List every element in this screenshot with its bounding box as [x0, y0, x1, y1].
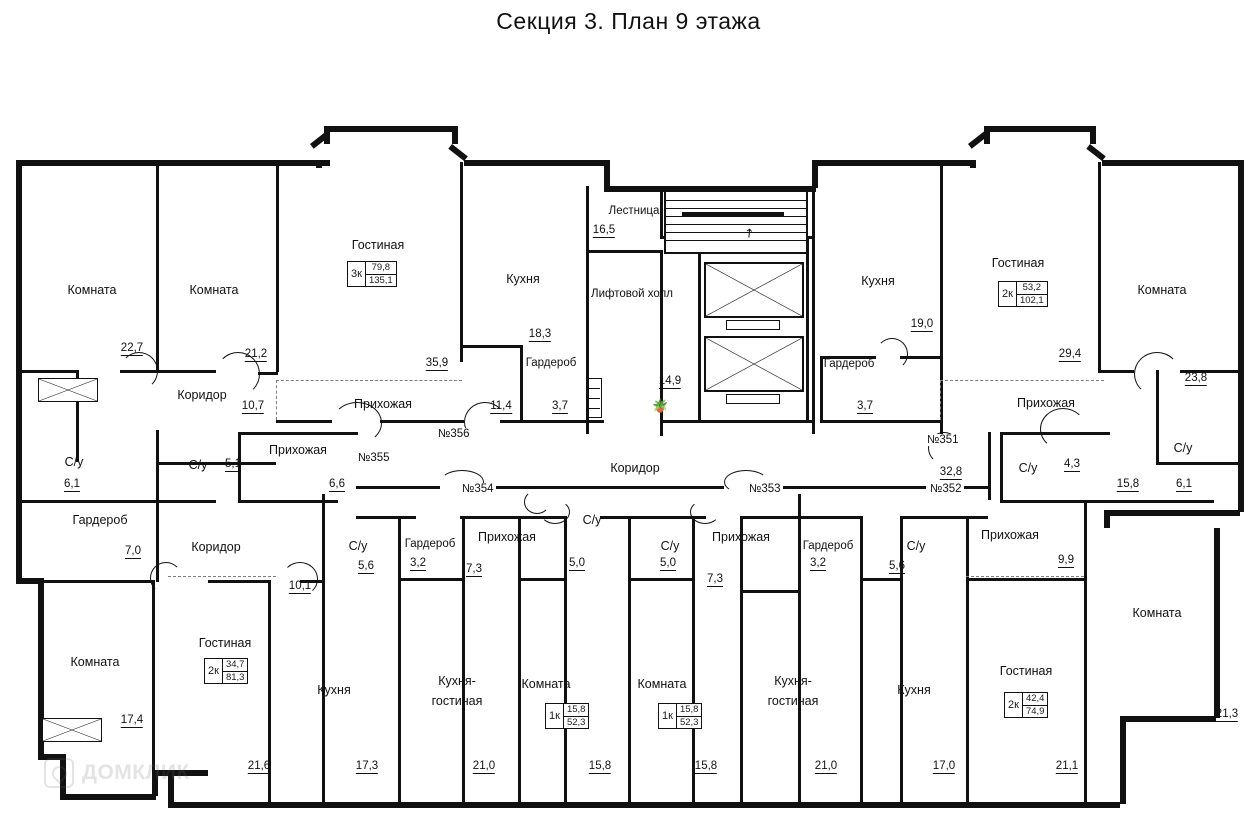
wall: [500, 420, 604, 423]
flat-total-area: 135,1: [368, 274, 393, 286]
wall: [60, 794, 156, 800]
room-label: Гардероб: [404, 538, 456, 550]
flat-living-area: 15,8: [564, 704, 589, 717]
door-arc: [690, 500, 720, 524]
wall: [16, 160, 316, 166]
room-label: С/у: [906, 539, 926, 553]
wall: [208, 580, 268, 583]
wall: [356, 516, 416, 519]
room-area: 17,3: [355, 760, 379, 772]
flat-total-area: 102,1: [1019, 294, 1044, 306]
flat-type: 2к: [205, 659, 223, 683]
room-area: 15,8: [1116, 478, 1140, 490]
flat-badge: [998, 281, 1048, 307]
flat-total-area: 52,3: [566, 716, 586, 728]
watermark-text: ДОМКЛИК: [82, 761, 190, 784]
room-area: 18,3: [528, 328, 552, 340]
bathroom-fixture: [38, 378, 98, 402]
room-label: С/у: [582, 513, 602, 527]
wall: [628, 516, 631, 802]
ceiling-hint: [276, 380, 277, 420]
room-area: 5,0: [660, 557, 676, 569]
wall: [16, 500, 156, 503]
room-area: 3,7: [857, 400, 873, 412]
room-label: Комната: [521, 677, 571, 691]
wall: [1120, 716, 1216, 722]
room-area: 7,0: [125, 545, 141, 557]
wall: [16, 160, 22, 460]
wall: [1000, 432, 1003, 500]
flat-total-area: 81,3: [225, 671, 245, 683]
room-label: Кухня: [861, 274, 895, 288]
room-label: Лифтовой холл: [591, 288, 673, 300]
room-area: 21,3: [1215, 708, 1239, 720]
room-area: 3,7: [552, 400, 568, 412]
door-arc: [1040, 408, 1086, 450]
room-area: 11,4: [490, 400, 512, 412]
corridor-label: Коридор: [610, 461, 660, 475]
room-label: Коридор: [177, 388, 227, 402]
flat-type: 3к: [348, 262, 366, 286]
wall: [1098, 370, 1134, 373]
wall: [984, 126, 1092, 132]
elevator-1-door: [726, 320, 780, 330]
flat-living-area: 42,4: [1023, 693, 1048, 706]
wall: [518, 516, 521, 802]
shaft-line: [588, 398, 600, 399]
room-area: 3,2: [810, 557, 826, 569]
room-label: Комната: [637, 677, 687, 691]
room-area: 17,0: [932, 760, 956, 772]
wall: [156, 370, 216, 373]
flat-badge: [347, 261, 397, 287]
flat-total-area: 52,3: [679, 716, 699, 728]
stair-up-arrow: ↗: [740, 224, 758, 242]
wall: [966, 578, 1084, 581]
room-label: Гардероб: [72, 513, 128, 527]
room-area: 15,8: [694, 760, 718, 772]
room-area: 15,8: [588, 760, 612, 772]
room-label: С/у: [660, 539, 680, 553]
flat-type: 2к: [1005, 693, 1023, 717]
room-label: Прихожая: [712, 530, 770, 544]
wall: [966, 516, 969, 802]
flat-living-area: 53,2: [1017, 282, 1047, 295]
wall: [152, 580, 155, 770]
shaft-line: [588, 408, 600, 409]
wall: [820, 356, 823, 420]
room-label: гостиная: [431, 694, 483, 708]
room-label: Гостиная: [198, 636, 252, 650]
room-label: Коридор: [191, 540, 241, 554]
room-label: Комната: [67, 283, 117, 297]
room-label: Гостиная: [999, 664, 1053, 678]
wall: [740, 590, 798, 593]
ceiling-hint: [940, 380, 941, 420]
wall: [1104, 510, 1240, 516]
wall: [518, 578, 564, 581]
room-area: 21,0: [472, 760, 496, 772]
wall: [460, 345, 520, 348]
room-area: 14,9: [658, 375, 682, 387]
room-area: 9,9: [1058, 554, 1074, 566]
door-arc: [150, 562, 182, 594]
room-label: С/у: [348, 539, 368, 553]
elevator-1: [704, 262, 804, 318]
room-area: 17,4: [120, 714, 144, 726]
room-label: Прихожая: [981, 528, 1039, 542]
room-area: 5,6: [889, 560, 905, 572]
room-label: Прихожая: [1017, 396, 1075, 410]
room-area: 5,0: [569, 557, 585, 569]
room-area: 16,5: [592, 224, 616, 236]
flat-badge: [204, 658, 248, 684]
room-label: Гардероб: [823, 358, 875, 370]
wall: [324, 126, 454, 132]
room-label: Лестница: [608, 205, 660, 217]
wall: [698, 236, 701, 422]
room-label: Кухня: [317, 683, 351, 697]
door-arc: [1134, 352, 1180, 396]
wall: [798, 494, 801, 802]
wall: [460, 162, 463, 362]
page-title: Секция 3. План 9 этажа: [496, 8, 761, 34]
room-label: С/у: [1173, 441, 1193, 455]
wall: [806, 236, 809, 422]
wall: [628, 578, 692, 581]
room-label: Гардероб: [802, 540, 854, 552]
room-label: Комната: [1132, 606, 1182, 620]
wall: [356, 486, 440, 489]
room-area: 21,6: [247, 760, 271, 772]
wall: [1156, 462, 1238, 465]
flat-type: 1к: [546, 704, 564, 728]
wall: [316, 160, 330, 166]
door-arc: [540, 500, 570, 524]
wall: [156, 462, 276, 465]
wall: [970, 160, 976, 168]
room-label: Комната: [1137, 283, 1187, 297]
room-area: 19,0: [910, 318, 934, 330]
flat-type: 2к: [999, 282, 1017, 306]
room-label: С/у: [64, 455, 84, 469]
room-label: Гостиная: [991, 256, 1045, 270]
door-arc: [120, 352, 158, 390]
wall: [1120, 716, 1126, 804]
wall: [520, 345, 523, 421]
flat-living-area: 15,8: [677, 704, 702, 717]
room-area: 10,7: [241, 400, 265, 412]
wall: [1090, 126, 1096, 144]
ceiling-hint: [966, 576, 1084, 577]
wall: [860, 578, 900, 581]
room-area: 21,0: [814, 760, 838, 772]
room-area: 22,7: [120, 342, 144, 354]
wall: [900, 516, 903, 802]
flat-living-area: 34,7: [223, 659, 248, 672]
flat-total-area: 74,9: [1025, 705, 1045, 717]
flat-number: №353: [749, 483, 781, 495]
wall: [1238, 160, 1244, 460]
wall: [988, 432, 991, 500]
wall: [1102, 160, 1241, 166]
wall: [660, 420, 812, 423]
wall: [16, 460, 22, 582]
door-arc: [876, 338, 908, 370]
wall: [860, 516, 863, 802]
staircase: [664, 190, 808, 254]
room-area: 5,6: [358, 560, 374, 572]
flat-living-area: 79,8: [366, 262, 396, 275]
room-label: С/у: [1018, 461, 1038, 475]
room-area: 4,3: [1064, 458, 1080, 470]
wall: [1104, 510, 1110, 528]
room-area: 21,2: [244, 348, 268, 360]
room-label: Гостиная: [351, 238, 405, 252]
wall: [398, 516, 401, 802]
room-area: 23,8: [1184, 372, 1208, 384]
room-label: С/у: [188, 458, 208, 472]
flat-badge: [545, 703, 589, 729]
room-label: Кухня-: [438, 674, 476, 688]
room-area: 21,1: [1055, 760, 1079, 772]
room-area: 32,8: [939, 466, 963, 478]
wall: [156, 430, 159, 462]
wall: [540, 486, 724, 489]
wall: [1098, 162, 1101, 370]
room-area: 7,3: [466, 563, 482, 575]
wall: [258, 372, 278, 375]
flat-number: №351: [927, 434, 959, 446]
wall: [660, 186, 663, 238]
room-label: Кухня-: [774, 674, 812, 688]
wall: [1238, 460, 1244, 512]
wall: [812, 186, 815, 434]
elevator-2-door: [726, 394, 780, 404]
wall: [464, 160, 606, 166]
room-area: 6,1: [64, 478, 80, 490]
flat-number: №352: [930, 483, 962, 495]
wall: [156, 500, 216, 503]
wall: [38, 580, 152, 583]
flat-badge: [1004, 692, 1048, 718]
room-area: 29,4: [1058, 348, 1082, 360]
watermark: [44, 758, 190, 788]
wall: [156, 162, 159, 370]
room-label: Кухня: [897, 683, 931, 697]
wall: [452, 126, 458, 144]
room-label: Прихожая: [269, 443, 327, 457]
wall: [322, 494, 325, 802]
room-area: 35,9: [425, 357, 449, 369]
wall: [1086, 144, 1105, 161]
room-label: Гардероб: [525, 357, 577, 369]
room-area: 6,6: [329, 478, 345, 490]
wall: [820, 420, 940, 423]
wall: [276, 420, 332, 423]
bathroom-fixture: [42, 718, 102, 742]
wall: [740, 516, 743, 802]
flat-number: №354: [462, 483, 494, 495]
elevator-2: [704, 336, 804, 392]
plant-icon: 🪴: [652, 398, 669, 413]
wall: [814, 486, 926, 489]
room-label: Прихожая: [354, 397, 412, 411]
flat-badge: [658, 703, 702, 729]
stair-rail: [682, 212, 784, 217]
wall: [586, 250, 660, 253]
flat-number: №356: [438, 428, 470, 440]
ceiling-hint: [940, 380, 1104, 381]
watermark-logo-icon: [44, 758, 74, 788]
wall: [168, 802, 1120, 808]
flat-number: №355: [358, 452, 390, 464]
room-label: Комната: [70, 655, 120, 669]
room-area: 7,3: [707, 573, 723, 585]
wall: [1084, 500, 1087, 802]
room-label: Комната: [189, 283, 239, 297]
wall: [462, 516, 465, 802]
wall: [380, 420, 464, 423]
room-label: гостиная: [767, 694, 819, 708]
room-area: 3,2: [410, 557, 426, 569]
wall: [1214, 528, 1220, 718]
room-area: 10,1: [288, 580, 312, 592]
wall: [900, 516, 988, 519]
ceiling-hint: [276, 380, 462, 381]
wall: [448, 144, 467, 161]
shaft-line: [588, 388, 600, 389]
flat-type: 1к: [659, 704, 677, 728]
room-area: 5,1: [225, 458, 241, 470]
ceiling-hint: [168, 576, 276, 577]
room-label: Прихожая: [478, 530, 536, 544]
wall: [276, 162, 279, 372]
room-area: 6,1: [1176, 478, 1192, 490]
wall: [564, 516, 567, 802]
wall: [1084, 500, 1214, 503]
wall: [398, 578, 462, 581]
wall: [812, 160, 972, 166]
room-label: Кухня: [506, 272, 540, 286]
wall: [16, 370, 76, 373]
